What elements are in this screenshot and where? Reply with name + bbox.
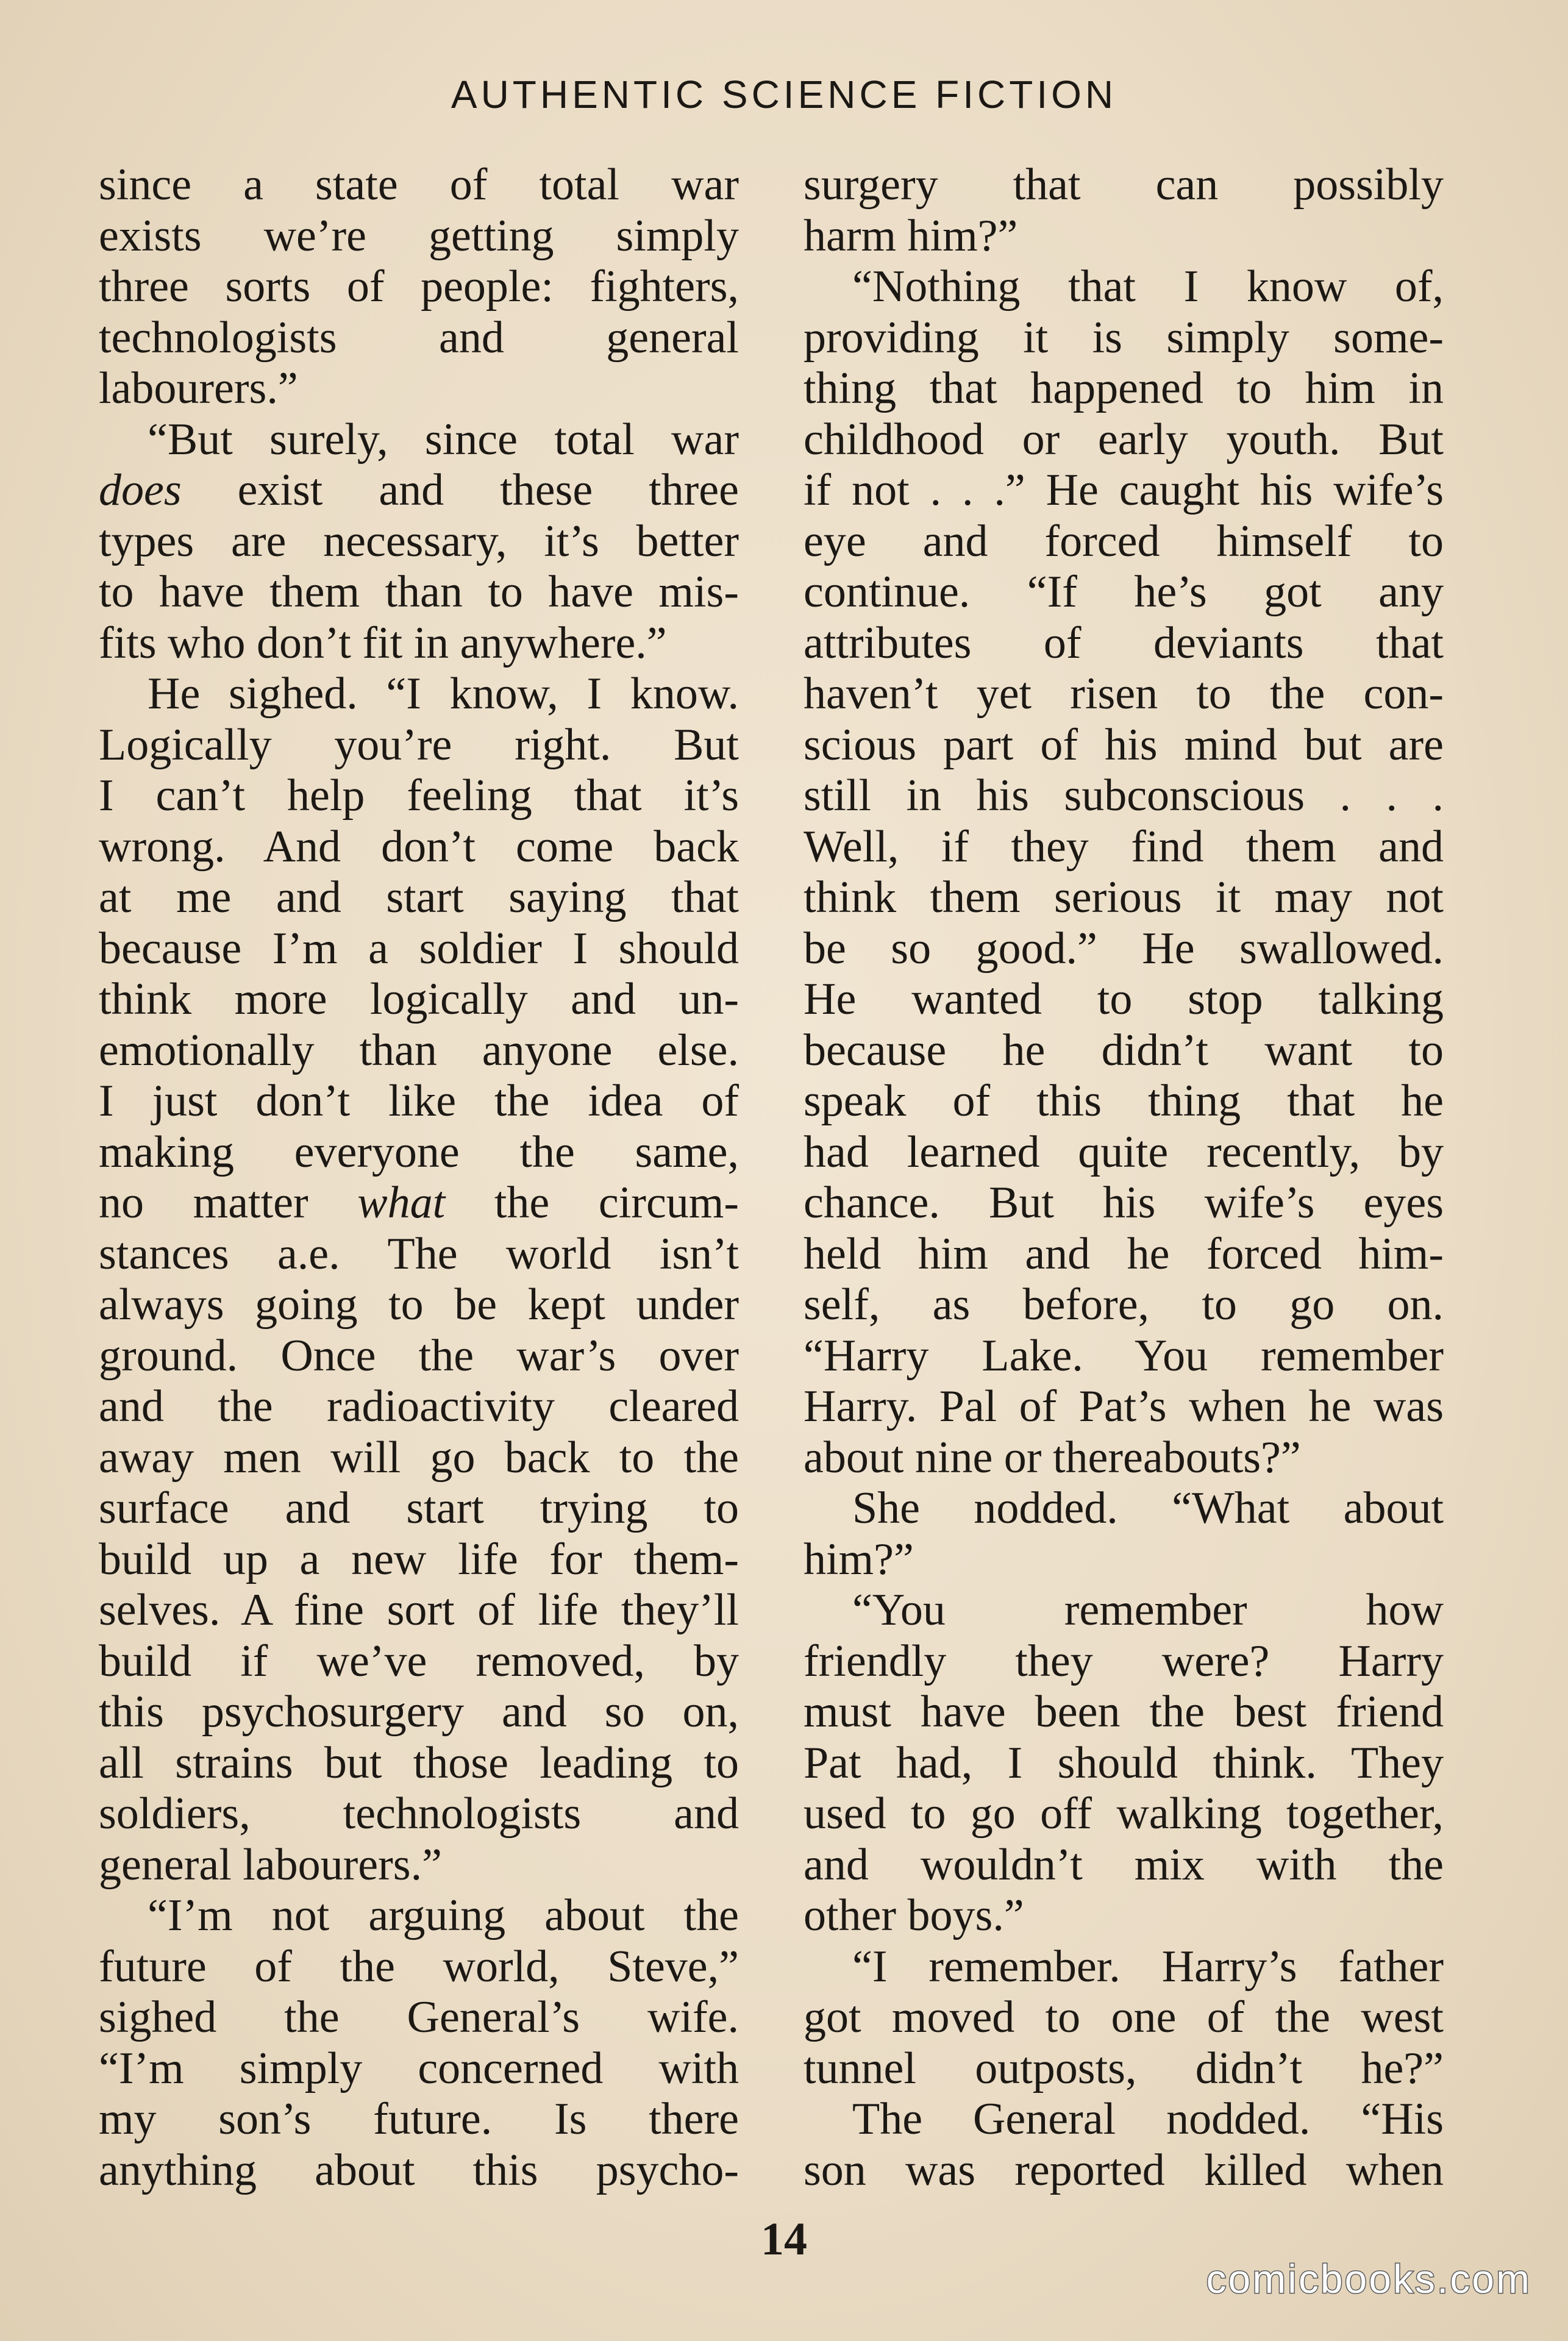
text-line: The General nodded. “His (852, 2094, 1444, 2144)
text-line: scious part of his mind but are (804, 719, 1444, 770)
text-line: build if we’ve removed, by (99, 1636, 739, 1686)
text-line: used to go off walking together, (804, 1789, 1444, 1839)
text-line: wrong. And don’t come back (99, 821, 739, 872)
text-line: friendly they were? Harry (804, 1636, 1444, 1686)
text-line: He wanted to stop talking (804, 974, 1444, 1024)
text-line: future of the world, Steve,” (99, 1941, 739, 1992)
text-line: because I’m a soldier I should (99, 923, 739, 974)
text-line: Logically you’re right. But (99, 719, 739, 770)
text-line: “You remember how (852, 1585, 1444, 1635)
text-line: about nine or thereabouts?” (804, 1432, 1301, 1483)
text-line: stances a.e. The world isn’t (99, 1228, 739, 1279)
text-line: think more logically and un- (99, 974, 739, 1024)
text-line: He sighed. “I know, I know. (148, 669, 739, 719)
text-line: and the radioactivity cleared (99, 1381, 739, 1431)
text-line: emotionally than anyone else. (99, 1025, 739, 1075)
text-line: build up a new life for them- (99, 1534, 739, 1584)
text-line: because he didn’t want to (804, 1025, 1444, 1075)
text-line: got moved to one of the west (804, 1992, 1444, 2042)
text-line: ground. Once the war’s over (99, 1330, 739, 1381)
text-line: sighed the General’s wife. (99, 1992, 739, 2042)
text-line: anything about this psycho- (99, 2145, 739, 2195)
text-line: surgery that can possibly (804, 160, 1444, 210)
text-line: still in his subconscious . . . (804, 771, 1444, 821)
watermark: comicbooks.com (1206, 2256, 1531, 2301)
text-line: providing it is simply some- (804, 312, 1444, 363)
text-line: speak of this thing that he (804, 1076, 1444, 1126)
text-line: making everyone the same, (99, 1127, 739, 1177)
text-line: and wouldn’t mix with the (804, 1839, 1444, 1890)
text-line: Well, if they find them and (804, 821, 1444, 872)
text-line: eye and forced himself to (804, 516, 1444, 566)
text-line: soldiers, technologists and (99, 1789, 739, 1839)
text-line: be so good.” He swallowed. (804, 923, 1444, 974)
text-line: self, as before, to go on. (804, 1280, 1444, 1330)
text-line: labourers.” (99, 363, 298, 413)
text-line: since a state of total war (99, 160, 739, 210)
text-line: general labourers.” (99, 1839, 442, 1890)
text-line: thing that happened to him in (804, 363, 1444, 413)
text-line: “I’m not arguing about the (148, 1890, 739, 1940)
text-line: son was reported killed when (804, 2145, 1444, 2195)
page-number: 14 (761, 2214, 807, 2265)
text-line: if not . . .” He caught his wife’s (804, 465, 1444, 515)
text-line: technologists and general (99, 312, 739, 363)
text-line: “I remember. Harry’s father (852, 1941, 1444, 1992)
text-line: “I’m simply concerned with (99, 2043, 739, 2093)
text-line: haven’t yet risen to the con- (804, 669, 1444, 719)
text-line: my son’s future. Is there (99, 2094, 739, 2144)
text-line: him?” (804, 1534, 914, 1584)
text-line: away men will go back to the (99, 1432, 739, 1483)
text-line: “Harry Lake. You remember (804, 1330, 1444, 1381)
text-line: “Nothing that I know of, (852, 262, 1444, 312)
text-line: this psychosurgery and so on, (99, 1687, 739, 1737)
text-line: always going to be kept under (99, 1280, 739, 1330)
text-line: She nodded. “What about (852, 1483, 1444, 1533)
text-line: continue. “If he’s got any (804, 567, 1444, 617)
text-line: fits who don’t fit in anywhere.” (99, 618, 667, 668)
text-line: “But surely, since total war (148, 414, 739, 465)
text-line: does exist and these three (99, 465, 739, 515)
text-line: tunnel outposts, didn’t he?” (804, 2043, 1444, 2093)
text-line: harm him?” (804, 210, 1018, 261)
text-line: Harry. Pal of Pat’s when he was (804, 1381, 1444, 1431)
text-line: think them serious it may not (804, 872, 1444, 922)
text-line: I can’t help feeling that it’s (99, 771, 739, 821)
text-line: had learned quite recently, by (804, 1127, 1444, 1177)
text-line: all strains but those leading to (99, 1737, 739, 1788)
text-line: exists we’re getting simply (99, 210, 739, 261)
text-line: selves. A fine sort of life they’ll (99, 1585, 739, 1635)
text-line: childhood or early youth. But (804, 414, 1444, 465)
text-line: no matter what the circum- (99, 1178, 739, 1228)
running-header: AUTHENTIC SCIENCE FICTION (451, 73, 1117, 116)
text-line: chance. But his wife’s eyes (804, 1178, 1444, 1228)
right-column (804, 160, 1444, 2196)
text-line: to have them than to have mis- (99, 567, 739, 617)
text-line: must have been the best friend (804, 1687, 1444, 1737)
text-line: surface and start trying to (99, 1483, 739, 1533)
text-line: held him and he forced him- (804, 1228, 1444, 1279)
text-line: three sorts of people: fighters, (99, 262, 739, 312)
left-column (99, 160, 739, 2196)
text-line: other boys.” (804, 1890, 1024, 1940)
text-line: Pat had, I should think. They (804, 1737, 1444, 1788)
text-line: at me and start saying that (99, 872, 739, 922)
text-line: attributes of deviants that (804, 618, 1444, 668)
text-line: I just don’t like the idea of (99, 1076, 739, 1126)
text-line: types are necessary, it’s better (99, 516, 739, 566)
